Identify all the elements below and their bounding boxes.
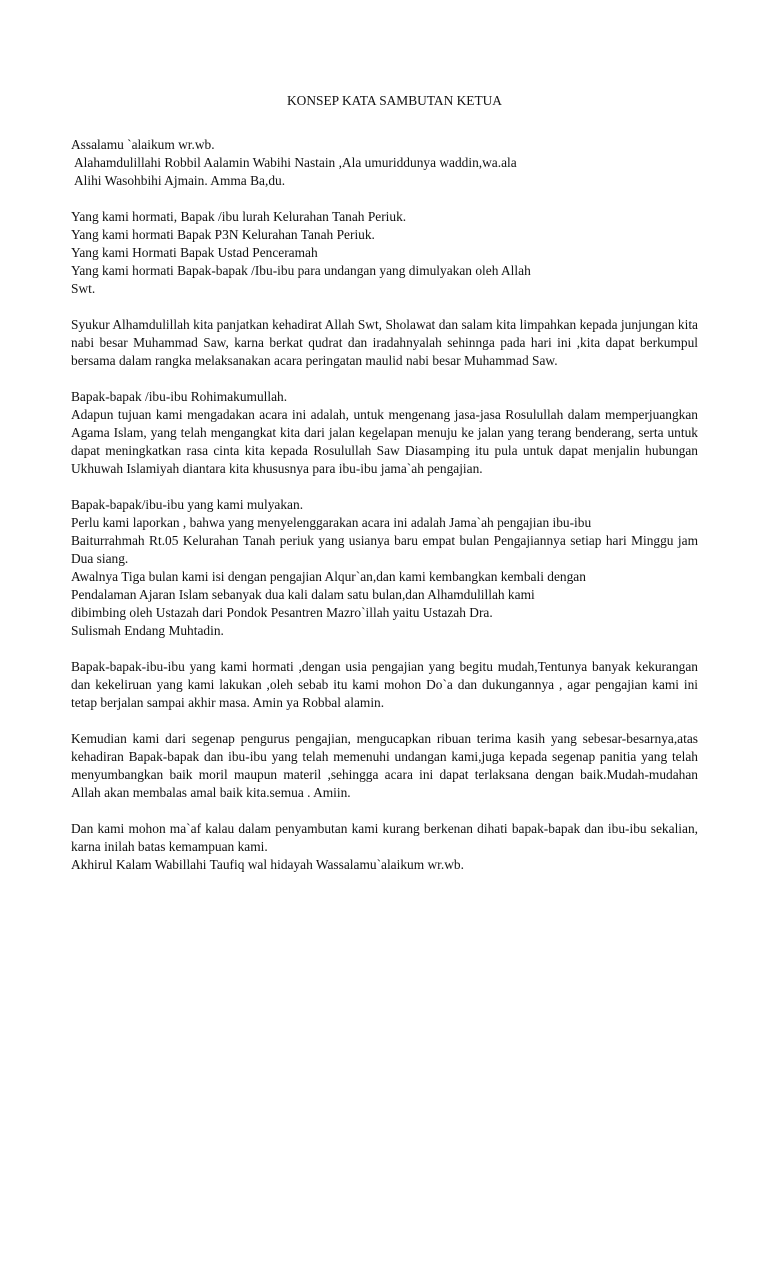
section-tujuan: [71, 388, 698, 478]
greeting-line: Assalamu `alaikum wr.wb.: [71, 137, 215, 152]
closing-line: Akhirul Kalam Wabillahi Taufiq wal hidayah Wassalamu`alaikum wr.wb.: [71, 857, 464, 872]
section-heading: Bapak-bapak/ibu-ibu yang kami mulyakan.: [71, 497, 304, 512]
document-title: KONSEP KATA SAMBUTAN KETUA: [287, 93, 502, 108]
section-laporan: [71, 496, 698, 640]
section-line: Pendalaman Ajaran Islam sebanyak dua kali dalam satu bulan,dan Alhamdulillah kami: [71, 587, 535, 602]
paragraph-maaf: Dan kami mohon ma`af kalau dalam penyambutan kami kurang berkenan dihati bapak-bapak dan ibu-ibu sekalian, karna inilah batas kemampuan kami.: [71, 821, 698, 854]
honor-line: Swt.: [71, 281, 96, 296]
honor-line: Yang kami hormati Bapak P3N Kelurahan Tanah Periuk.: [71, 227, 375, 242]
section-heading: Bapak-bapak /ibu-ibu Rohimakumullah.: [71, 389, 288, 404]
greeting-line: Alahamdulillahi Robbil Aalamin Wabihi Nastain ,Ala umuriddunya waddin,wa.ala: [74, 155, 517, 170]
closing-block: [71, 820, 698, 874]
paragraph-syukur: Syukur Alhamdulillah kita panjatkan kehadirat Allah Swt, Sholawat dan salam kita limpahkan kepada junjungan kita nabi besar Muhammad Saw, karna berkat qudrat dan iradahnyalah sehinnga pada hari ini ,kita dapat berkumpul bersama dalam rangka melaksanakan acara peringatan maulid nabi besar Muhammad Saw.: [71, 317, 698, 368]
section-line: Awalnya Tiga bulan kami isi dengan pengajian Alqur`an,dan kami kembangkan kembali dengan: [71, 569, 586, 584]
honor-line: Yang kami hormati Bapak-bapak /Ibu-ibu para undangan yang dimulyakan oleh Allah: [71, 263, 531, 278]
greeting-line: Alihi Wasohbihi Ajmain. Amma Ba,du.: [74, 173, 286, 188]
paragraph-mohon: Bapak-bapak-ibu-ibu yang kami hormati ,dengan usia pengajian yang begitu mudah,Tentunya banyak kekurangan dan kekeliruan yang kami lakukan ,oleh sebab itu kami mohon Do`a dan dukungannya , agar pengajian kami ini tetap berjalan sampai akhir masa. Amin ya Robbal alamin.: [71, 659, 698, 710]
section-line: Sulismah Endang Muhtadin.: [71, 623, 224, 638]
document-page: [71, 92, 698, 892]
paragraph-terima-kasih: Kemudian kami dari segenap pengurus pengajian, mengucapkan ribuan terima kasih yang sebesar-besarnya,atas kehadiran Bapak-bapak dan ibu-ibu yang telah memenuhi undangan kami,juga kepada segenap panitia yang telah menyumbangkan baik moril maupun materil ,sehingga acara ini dapat terlaksana dengan baik.Mudah-mudahan Allah akan membalas amal baik kita.semua . Amiin.: [71, 731, 698, 800]
section-line: dibimbing oleh Ustazah dari Pondok Pesantren Mazro`illah yaitu Ustazah Dra.: [71, 605, 493, 620]
honor-line: Yang kami Hormati Bapak Ustad Penceramah: [71, 245, 318, 260]
section-body: Baiturrahmah Rt.05 Kelurahan Tanah periuk yang usianya baru empat bulan Pengajiannya setiap hari Minggu jam Dua siang.: [71, 533, 698, 566]
section-line: Perlu kami laporkan , bahwa yang menyelenggarakan acara ini adalah Jama`ah pengajian ibu-ibu: [71, 515, 592, 530]
greeting-block: [71, 136, 698, 190]
section-body: Adapun tujuan kami mengadakan acara ini adalah, untuk mengenang jasa-jasa Rosulullah dalam memperjuangkan Agama Islam, yang telah mengangkat kita dari jalan kegelapan menuju ke jalan yang terang benderang, serta untuk dapat meningkatkan rasa cinta kita kepada Rosulullah Saw Diasamping itu pula untuk dapat menjalin hubungan Ukhuwah Islamiyah diantara kita khususnya para ibu-ibu jama`ah pengajian.: [71, 407, 698, 476]
honor-line: Yang kami hormati, Bapak /ibu lurah Kelurahan Tanah Periuk.: [71, 209, 407, 224]
honors-block: [71, 208, 698, 298]
